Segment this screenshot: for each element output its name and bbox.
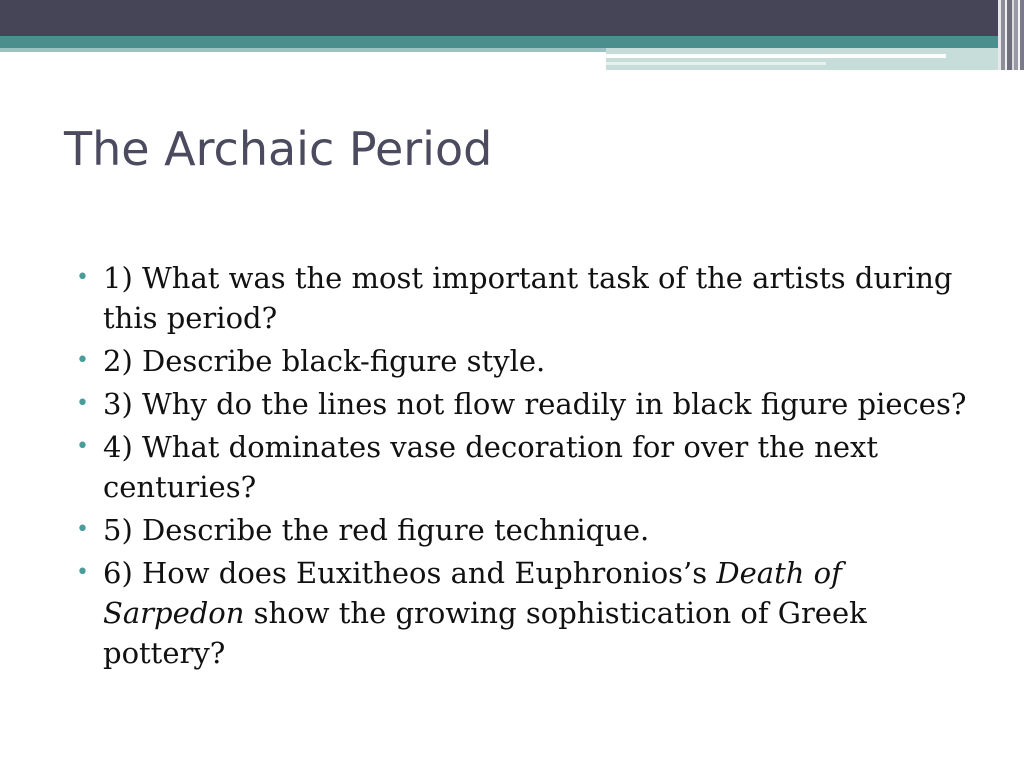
list-item bbox=[74, 258, 974, 338]
list-item bbox=[74, 341, 974, 381]
bullet-icon: • bbox=[76, 391, 89, 416]
header-teal-bar bbox=[0, 36, 1024, 48]
list-item-text: 1) What was the most important task of the artists during this period? bbox=[103, 261, 953, 335]
list-item-text: 3) Why do the lines not flow readily in black figure pieces? bbox=[103, 387, 967, 421]
header-stripes bbox=[998, 0, 1024, 70]
bullet-icon: • bbox=[76, 434, 89, 459]
bullet-icon: • bbox=[76, 517, 89, 542]
header-right-band bbox=[606, 48, 1024, 70]
bullet-list bbox=[74, 258, 974, 676]
list-item-text: 2) Describe black-figure style. bbox=[103, 344, 546, 378]
bullet-icon: • bbox=[76, 560, 89, 585]
header-right-line bbox=[606, 54, 946, 58]
list-item bbox=[74, 427, 974, 507]
list-item bbox=[74, 553, 974, 673]
header-right-line-secondary bbox=[606, 62, 826, 65]
list-item-text-after: show the growing sophistication of Greek pottery? bbox=[103, 596, 867, 670]
list-item-text: 5) Describe the red figure technique. bbox=[103, 513, 650, 547]
header-dark-bar bbox=[0, 0, 1024, 36]
list-item bbox=[74, 384, 974, 424]
list-item-text: 4) What dominates vase decoration for over the next centuries? bbox=[103, 430, 879, 504]
bullet-icon: • bbox=[76, 265, 89, 290]
bullet-icon: • bbox=[76, 348, 89, 373]
header-teal-light-line bbox=[0, 48, 606, 52]
slide-title: The Archaic Period bbox=[64, 122, 493, 176]
list-item-text-before: 6) How does Euxitheos and Euphronios’s bbox=[103, 556, 717, 590]
list-item bbox=[74, 510, 974, 550]
artwork-title: Death of Sarpedon bbox=[103, 556, 842, 630]
